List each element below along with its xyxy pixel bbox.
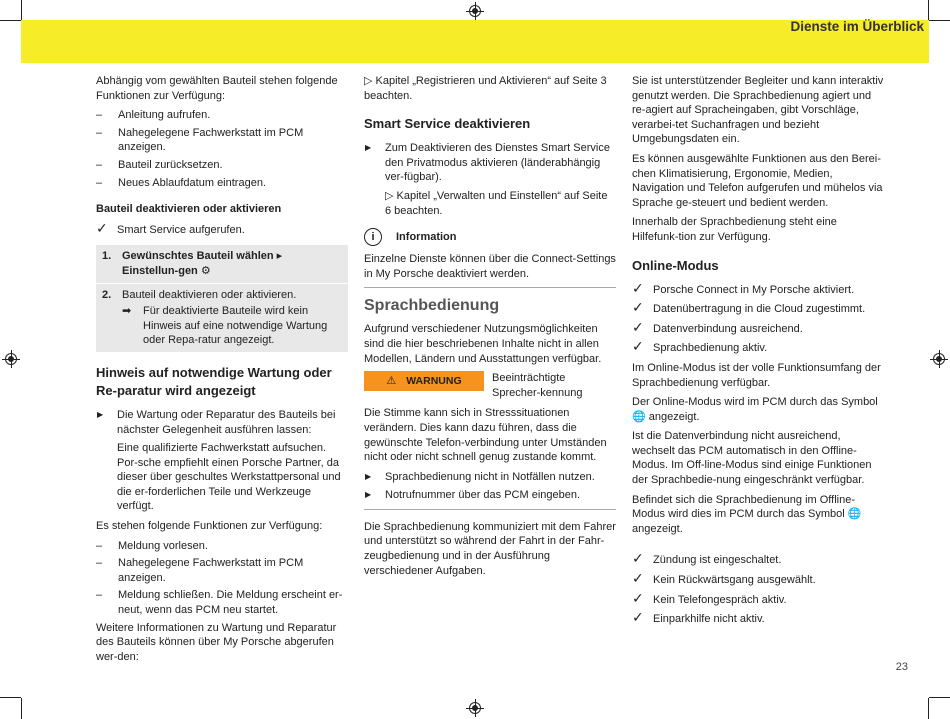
check-item: ✓ Zündung ist eingeschaltet. bbox=[632, 550, 782, 567]
list-item: – Nahegelegene Fachwerkstatt im PCM anzeigen. bbox=[96, 126, 348, 155]
check-icon: ✓ bbox=[632, 570, 644, 587]
arrow-right-icon: ➡ bbox=[122, 305, 132, 318]
list-item: – Meldung schließen. Die Meldung erscheint er-neut, wenn das PCM neu startet. bbox=[96, 588, 348, 617]
paragraph: Der Online-Modus wird im PCM durch das Symbol 🌐 angezeigt. bbox=[632, 396, 878, 423]
registration-mark-icon bbox=[930, 350, 948, 368]
check-item: ✓ Einparkhilfe nicht aktiv. bbox=[632, 609, 765, 626]
play-arrow-icon: ▶ bbox=[365, 143, 372, 153]
paragraph: Befindet sich die Sprachbedienung im Offline-Modus wird dies im PCM durch das Symbol 🌐 angezeigt. bbox=[632, 493, 862, 535]
warning-icon: ⚠ bbox=[386, 374, 397, 387]
warning-badge: ⚠ WARNUNG bbox=[364, 371, 484, 391]
check-icon: ✓ bbox=[632, 318, 644, 335]
info-text: Einzelne Dienste können über die Connect-Settings in My Porsche deaktiviert werden. bbox=[364, 253, 616, 280]
paragraph: Es stehen folgende Funktionen zur Verfügung: bbox=[96, 520, 323, 533]
globe-icon: 🌐 bbox=[632, 410, 646, 423]
crop-mark bbox=[928, 698, 929, 719]
globe-offline-icon: 🌐 bbox=[847, 508, 862, 521]
action-item: ▶ Sprachbedienung nicht in Notfällen nutzen. bbox=[365, 470, 595, 483]
page-number: 23 bbox=[895, 661, 908, 673]
check-item: ✓ Datenübertragung in die Cloud zugestimmt. bbox=[632, 299, 866, 316]
warning-title: Beeinträchtigte Sprecher-kennung bbox=[492, 372, 583, 399]
crop-mark bbox=[21, 0, 22, 20]
paragraph: Weitere Informationen zu Wartung und Reparatur des Bauteils können über My Porsche abgerufen wer-den: bbox=[96, 621, 337, 663]
registration-mark-icon bbox=[466, 699, 484, 717]
check-item: ✓ Sprachbedienung aktiv. bbox=[632, 338, 768, 355]
column-3 bbox=[632, 74, 884, 632]
cross-reference: ▷ Kapitel „Verwalten und Einstellen“ auf Seite 6 beachten. bbox=[385, 189, 608, 217]
play-arrow-icon: ▶ bbox=[365, 490, 372, 500]
crop-mark bbox=[0, 697, 21, 698]
subheading: Bauteil deaktivieren oder aktivieren bbox=[96, 203, 282, 216]
gear-icon: ⚙ bbox=[200, 264, 211, 277]
step-1: 1. Gewünschtes Bauteil wählen ▸ Einstellun-gen ⚙ bbox=[102, 250, 283, 277]
crop-mark bbox=[0, 20, 21, 21]
check-icon: ✓ bbox=[96, 219, 108, 236]
check-icon: ✓ bbox=[632, 609, 644, 626]
column-2 bbox=[364, 74, 616, 583]
action-continuation: Eine qualifizierte Fachwerkstatt aufsuchen. Por-sche empfiehlt einen Porsche Partner, da dieser über geschultes Werkstattpersonal und die er-forderlichen Teile und Werkzeuge verfügt. bbox=[117, 442, 341, 513]
check-item: ✓ Smart Service aufgerufen. bbox=[96, 219, 245, 236]
check-item: ✓ Datenverbindung ausreichend. bbox=[632, 318, 803, 335]
list-item: – Bauteil zurücksetzen. bbox=[96, 158, 348, 173]
header-title: Dienste im Überblick bbox=[790, 19, 924, 34]
crop-mark bbox=[21, 698, 22, 719]
check-item: ✓ Porsche Connect in My Porsche aktiviert. bbox=[632, 279, 855, 296]
check-icon: ✓ bbox=[632, 279, 644, 296]
warning-header bbox=[364, 371, 616, 400]
list-item: – Meldung vorlesen. bbox=[96, 539, 348, 554]
check-item: ✓ Kein Telefongespräch aktiv. bbox=[632, 589, 787, 606]
paragraph: Sie ist unterstützender Begleiter und kann interaktiv genutzt werden. Die Sprachbedienung agiert und re-agiert auf Spracheingaben, gibt Vorschläge, verarbei-tet Suchanfragen und bezieht Umgebungsdaten ein. bbox=[632, 75, 884, 146]
warning-text: Die Stimme kann sich in Stresssituationen verändern. Dies kann dazu führen, dass die gewünschte Telefon-verbindung unter Umständen nicht oder nicht schnell genug zustande kommt. bbox=[364, 407, 607, 464]
info-header: i Information bbox=[364, 228, 616, 246]
paragraph: Ist die Datenverbindung nicht ausreichend, wechselt das PCM automatisch in den Offline-Modus. Im Off-line-Modus sind einige Funktionen der Sprachbedie-nung eingeschränkt verfügbar. bbox=[632, 430, 872, 487]
crop-mark bbox=[929, 697, 950, 698]
section-heading: Hinweis auf notwendige Wartung oder Re-paratur wird angezeigt bbox=[96, 364, 332, 398]
action-item: ▶ Notrufnummer über das PCM eingeben. bbox=[365, 489, 581, 502]
list-item: – Anleitung aufrufen. bbox=[96, 108, 348, 123]
divider bbox=[364, 509, 616, 510]
step-2: 2. Bauteil deaktivieren oder aktivieren. ➡ Für deaktivierte Bauteile wird kein Hinweis auf eine notwendige Wartung oder Repa-ratur angezeigt. bbox=[96, 283, 348, 352]
info-icon: i bbox=[364, 228, 382, 246]
paragraph: Es können ausgewählte Funktionen aus den Berei-chen Klimatisierung, Ergonomie, Medien, Navigation und Telefon aufgerufen und mühelos via Sprache ge-steuert und bedient werden. bbox=[632, 152, 883, 209]
check-icon: ✓ bbox=[632, 550, 644, 567]
check-icon: ✓ bbox=[632, 589, 644, 606]
registration-mark-icon bbox=[466, 2, 484, 20]
check-icon: ✓ bbox=[632, 338, 644, 355]
paragraph: Die Sprachbedienung kommuniziert mit dem Fahrer und unterstützt so während der Fahrt in der Fahr-zeugbedienung und in der Ausführung verschiedener Aufgaben. bbox=[364, 520, 616, 577]
play-arrow-icon: ▶ bbox=[97, 409, 104, 419]
chapter-heading: Sprachbedienung bbox=[364, 297, 500, 315]
action-item: ▶ Zum Deaktivieren des Dienstes Smart Service den Privatmodus aktivieren (länderabhängig ver-fügbar). bbox=[365, 142, 610, 184]
crop-mark bbox=[928, 0, 929, 20]
column-1 bbox=[96, 74, 348, 669]
paragraph: Innerhalb der Sprachbedienung steht eine Hilfefunk-tion zur Verfügung. bbox=[632, 216, 837, 243]
step-note: ➡ Für deaktivierte Bauteile wird kein Hinweis auf eine notwendige Wartung oder Repa-ratur angezeigt. bbox=[122, 305, 328, 347]
check-icon: ✓ bbox=[632, 299, 644, 316]
registration-mark-icon bbox=[2, 350, 20, 368]
paragraph: Im Online-Modus ist der volle Funktionsumfang der Sprachbedienung verfügbar. bbox=[632, 361, 881, 389]
paragraph: Aufgrund verschiedener Nutzungsmöglichkeiten sind die hier beschriebenen Inhalte nicht in allen Modellen, Ländern und Ausstattungen verfügbar. bbox=[364, 323, 602, 365]
section-heading: Online-Modus bbox=[632, 257, 719, 273]
cross-reference: ▷ Kapitel „Registrieren und Aktivieren“ auf Seite 3 beachten. bbox=[364, 75, 607, 102]
check-item: ✓ Kein Rückwärtsgang ausgewählt. bbox=[632, 570, 816, 587]
action-item: ▶ Die Wartung oder Reparatur des Bauteils bei nächster Gelegenheit ausführen lassen: bbox=[97, 408, 336, 436]
list-item: – Neues Ablaufdatum eintragen. bbox=[96, 176, 348, 191]
steps-box bbox=[96, 245, 348, 352]
section-heading: Smart Service deaktivieren bbox=[364, 116, 531, 132]
list-item: – Nahegelegene Fachwerkstatt im PCM anzeigen. bbox=[96, 556, 348, 585]
crop-mark bbox=[929, 20, 950, 21]
play-arrow-icon: ▶ bbox=[365, 471, 372, 481]
divider bbox=[364, 287, 616, 288]
intro-text: Abhängig vom gewählten Bauteil stehen folgende Funktionen zur Verfügung: bbox=[96, 75, 338, 102]
